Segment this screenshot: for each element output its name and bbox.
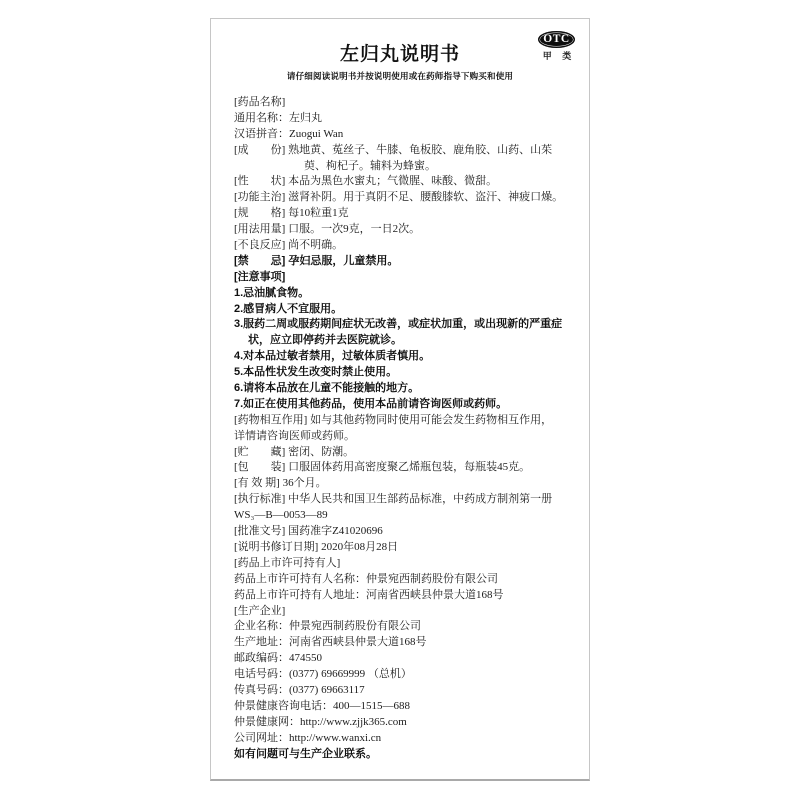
leaflet-line: 仲景健康咨询电话：400—1515—688 — [234, 699, 410, 712]
leaflet-line: [不良反应] 尚不明确。 — [234, 239, 344, 252]
leaflet-line: [功能主治] 滋肾补阴。用于真阴不足、腰酸膝软、盗汗、神疲口燥。 — [234, 191, 564, 204]
leaflet-lines — [234, 95, 579, 762]
leaflet-line: 萸、枸杞子。辅料为蜂蜜。 — [304, 159, 436, 172]
leaflet-line: 状，应立即停药并去医院就诊。 — [248, 334, 402, 347]
leaflet-line: 3.服药二周或服药期间症状无改善，或症状加重，或出现新的严重症 — [234, 318, 563, 331]
leaflet-line: 通用名称：左归丸 — [234, 111, 322, 124]
leaflet-line: 生产地址：河南省西峡县仲景大道168号 — [234, 636, 427, 649]
leaflet-line: [药物相互作用] 如与其他药物同时使用可能会发生药物相互作用， — [234, 413, 553, 426]
leaflet-line: [成 份] 熟地黄、菟丝子、牛膝、龟板胶、鹿角胶、山药、山茱 — [234, 143, 553, 156]
leaflet-line: 药品上市许可持有人名称：仲景宛西制药股份有限公司 — [234, 572, 498, 585]
leaflet-line: [包 装] 口服固体药用高密度聚乙烯瓶包装，每瓶装45克。 — [234, 461, 531, 474]
leaflet-line: [禁 忌] 孕妇忌服，儿童禁用。 — [234, 254, 399, 267]
leaflet-subtitle: 请仔细阅读说明书并按说明使用或在药师指导下购买和使用 — [286, 71, 514, 81]
leaflet-line: [药品上市许可持有人] — [234, 556, 341, 569]
leaflet-line: 4.对本品过敏者禁用，过敏体质者慎用。 — [234, 350, 431, 363]
leaflet-line: [执行标准] 中华人民共和国卫生部药品标准，中药成方制剂第一册 — [234, 493, 553, 506]
leaflet-line: 传真号码：(0377) 69663117 — [234, 683, 365, 696]
leaflet-line: WS₃—B—0053—89 — [234, 509, 328, 522]
leaflet-line: [有 效 期] 36个月。 — [234, 477, 327, 490]
otc-class-label: 甲 类 — [542, 51, 576, 61]
leaflet-line: [用法用量] 口服。一次9克，一日2次。 — [234, 223, 421, 236]
leaflet-line: [贮 藏] 密闭、防潮。 — [234, 445, 355, 458]
leaflet-line: 7.如正在使用其他药品，使用本品前请咨询医师或药师。 — [234, 397, 508, 410]
leaflet-line: [生产企业] — [234, 604, 286, 617]
leaflet-line: 1.忌油腻食物。 — [234, 286, 310, 299]
otc-badge — [538, 31, 576, 62]
leaflet-line: 公司网址：http://www.wanxi.cn — [234, 731, 382, 744]
leaflet-line: 5.本品性状发生改变时禁止使用。 — [234, 366, 398, 379]
leaflet-line: [批准文号] 国药准字Z41020696 — [234, 525, 383, 538]
leaflet-line: 汉语拼音：Zuogui Wan — [234, 127, 344, 140]
leaflet-line: [规 格] 每10粒重1克 — [234, 207, 349, 220]
leaflet-line: 6.请将本品放在儿童不能接触的地方。 — [234, 382, 420, 395]
leaflet-line: 2.感冒病人不宜服用。 — [234, 302, 343, 315]
leaflet-line: 仲景健康网：http://www.zjjk365.com — [234, 715, 407, 728]
leaflet-line: 药品上市许可持有人地址：河南省西峡县仲景大道168号 — [234, 588, 504, 601]
leaflet-line: [说明书修订日期] 2020年08月28日 — [234, 540, 399, 553]
leaflet-line: 详情请咨询医师或药师。 — [234, 429, 355, 442]
page-title: 左归丸说明书 — [339, 44, 460, 65]
leaflet-line: 电话号码：(0377) 69669999 （总机） — [234, 668, 412, 681]
leaflet-line: 企业名称：仲景宛西制药股份有限公司 — [234, 620, 421, 633]
leaflet-line: [性 状] 本品为黑色水蜜丸；气微腥、味酸、微甜。 — [234, 175, 498, 188]
otc-icon: OTC — [538, 31, 575, 48]
leaflet-line: [注意事项] — [234, 270, 286, 283]
leaflet-line: [药品名称] — [234, 96, 286, 108]
leaflet-sheet — [210, 18, 590, 781]
leaflet-line: 邮政编码：474550 — [234, 652, 322, 665]
leaflet-line: 如有问题可与生产企业联系。 — [234, 747, 377, 760]
